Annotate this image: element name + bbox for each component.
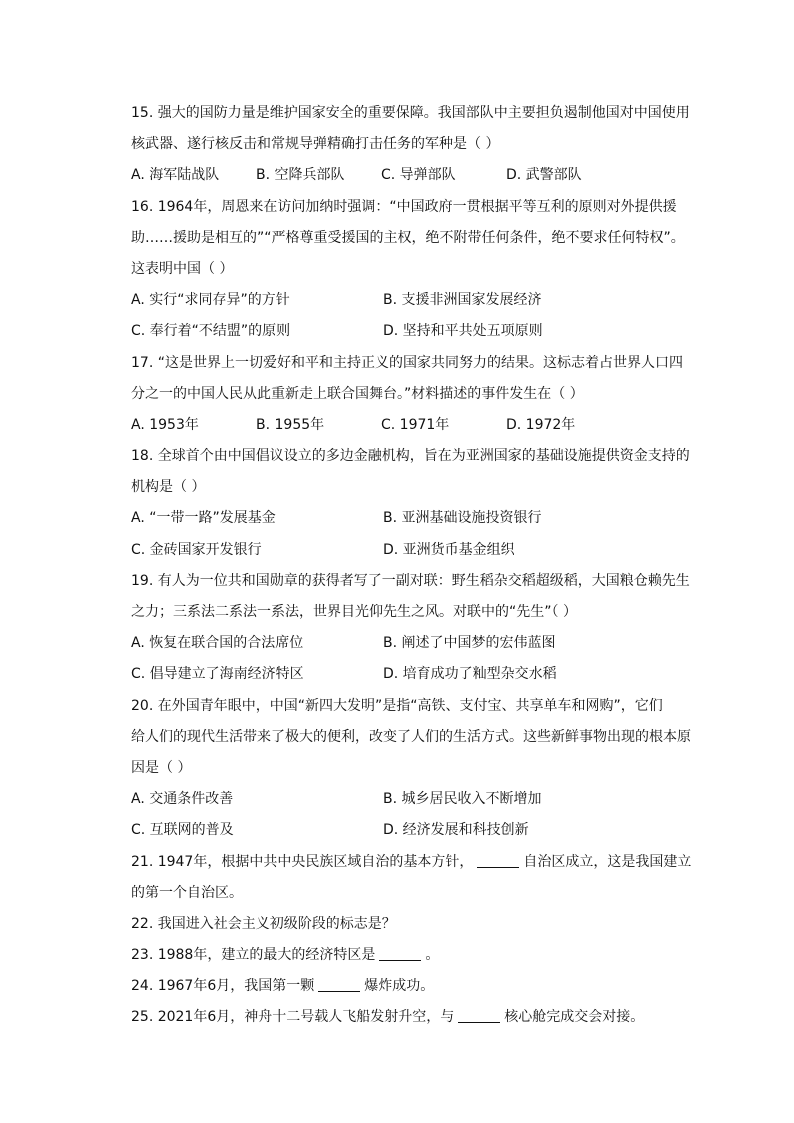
option-c: C. 金砖国家开发银行 xyxy=(131,541,262,558)
option-b: B. 阐述了中国梦的宏伟蓝图 xyxy=(383,635,556,652)
question-text: 给人们的现代生活带来了极大的便利，改变了人们的生活方式。这些新鲜事物出现的根本原 xyxy=(131,728,691,745)
question-text: 分之一的中国人民从此重新走上联合国舞台。”材料描述的事件发生在（ ） xyxy=(131,385,584,402)
option-c: C. 互联网的普及 xyxy=(131,822,234,839)
question-text: 核武器、遂行核反击和常规导弹精确打击任务的军种是（ ） xyxy=(131,136,500,153)
options-row xyxy=(131,535,697,566)
options-row xyxy=(131,784,697,815)
answer-blank xyxy=(379,946,421,961)
question-text: 这表明中国（ ） xyxy=(131,260,234,277)
answer-blank xyxy=(458,1008,500,1023)
option-b: B. 城乡居民收入不断增加 xyxy=(383,791,542,808)
option-d: D. 武警部队 xyxy=(506,167,582,184)
option-d: D. 培育成功了籼型杂交水稻 xyxy=(383,666,557,683)
option-c: C. 1971年 xyxy=(381,416,450,433)
question-text-part: 24. 1967年6月，我国第一颗 xyxy=(131,978,315,995)
question-text: 的第一个自治区。 xyxy=(131,884,243,901)
question-text: 机构是（ ） xyxy=(131,479,206,496)
question-text: 助……援助是相互的”“严格尊重受援国的主权，绝不附带任何条件，绝不要求任何特权”。 xyxy=(131,229,685,246)
question-23 xyxy=(131,940,697,971)
option-a: A. 1953年 xyxy=(131,416,199,433)
question-text-part: 爆炸成功。 xyxy=(364,978,435,995)
question-text-part: 21. 1947年，根据中共中央民族区域自治的基本方针， xyxy=(131,853,474,870)
question-text: 16. 1964年，周恩来在访问加纳时强调：“中国政府一贯根据平等互利的原则对外提供援 xyxy=(131,198,677,215)
option-d: D. 1972年 xyxy=(506,416,576,433)
option-b: B. 亚洲基础设施投资银行 xyxy=(383,510,542,527)
option-a: A. 实行“求同存异”的方针 xyxy=(131,292,290,309)
options-row xyxy=(131,410,697,441)
option-c: C. 导弹部队 xyxy=(381,167,456,184)
question-text: 15. 强大的国防力量是维护国家安全的重要保障。我国部队中主要担负遏制他国对中国使用 xyxy=(131,105,690,121)
question-16 xyxy=(131,192,697,348)
question-text-part: 核心舱完成交会对接。 xyxy=(504,1009,645,1026)
answer-blank xyxy=(318,977,360,992)
question-19 xyxy=(131,566,697,691)
options-row xyxy=(131,503,697,534)
question-text: 19. 有人为一位共和国勋章的获得者写了一副对联：野生稻杂交稻超级稻，大国粮仓赖先生 xyxy=(131,572,690,589)
option-a: A. 海军陆战队 xyxy=(131,167,220,184)
option-a: A. “一带一路”发展基金 xyxy=(131,510,276,527)
question-17 xyxy=(131,348,697,442)
option-c: C. 奉行着“不结盟”的原则 xyxy=(131,323,291,340)
question-text: 之力；三系法二系法一系法，世界目光仰先生之风。对联中的“先生”（ ） xyxy=(131,604,577,620)
question-list xyxy=(131,98,697,1034)
question-24 xyxy=(131,971,697,1002)
options-row xyxy=(131,659,697,690)
option-d: D. 亚洲货币基金组织 xyxy=(383,541,515,558)
question-21 xyxy=(131,847,697,909)
option-d: D. 坚持和平共处五项原则 xyxy=(383,323,543,340)
options-row xyxy=(131,316,697,347)
option-b: B. 支援非洲国家发展经济 xyxy=(383,292,542,309)
option-a: A. 交通条件改善 xyxy=(131,791,234,808)
question-text: 20. 在外国青年眼中，中国“新四大发明”是指“高铁、支付宝、共享单车和网购”，它们 xyxy=(131,697,663,714)
options-row xyxy=(131,285,697,316)
question-18 xyxy=(131,441,697,566)
question-25 xyxy=(131,1002,697,1033)
option-b: B. 空降兵部队 xyxy=(256,167,345,184)
option-d: D. 经济发展和科技创新 xyxy=(383,822,529,839)
options-row xyxy=(131,628,697,659)
options-row xyxy=(131,815,697,846)
question-text-part: 。 xyxy=(425,947,440,964)
question-text: 因是（ ） xyxy=(131,759,192,776)
question-text xyxy=(131,847,697,878)
option-c: C. 倡导建立了海南经济特区 xyxy=(131,666,304,683)
question-15 xyxy=(131,98,697,192)
question-text-part: 自治区成立，这是我国建立 xyxy=(523,853,692,870)
option-b: B. 1955年 xyxy=(256,416,325,433)
option-a: A. 恢复在联合国的合法席位 xyxy=(131,635,304,652)
answer-blank xyxy=(477,853,519,868)
options-row xyxy=(131,160,697,191)
question-text: 18. 全球首个由中国倡议设立的多边金融机构，旨在为亚洲国家的基础设施提供资金支持的 xyxy=(131,448,690,465)
question-20 xyxy=(131,691,697,847)
question-text: 17. “这是世界上一切爱好和平和主持正义的国家共同努力的结果。这标志着占世界人口四 xyxy=(131,354,683,371)
question-22: 22. 我国进入社会主义初级阶段的标志是？ xyxy=(131,915,396,932)
question-text-part: 23. 1988年，建立的最大的经济特区是 xyxy=(131,947,376,964)
question-text-part: 25. 2021年6月，神舟十二号载人飞船发射升空，与 xyxy=(131,1009,455,1026)
